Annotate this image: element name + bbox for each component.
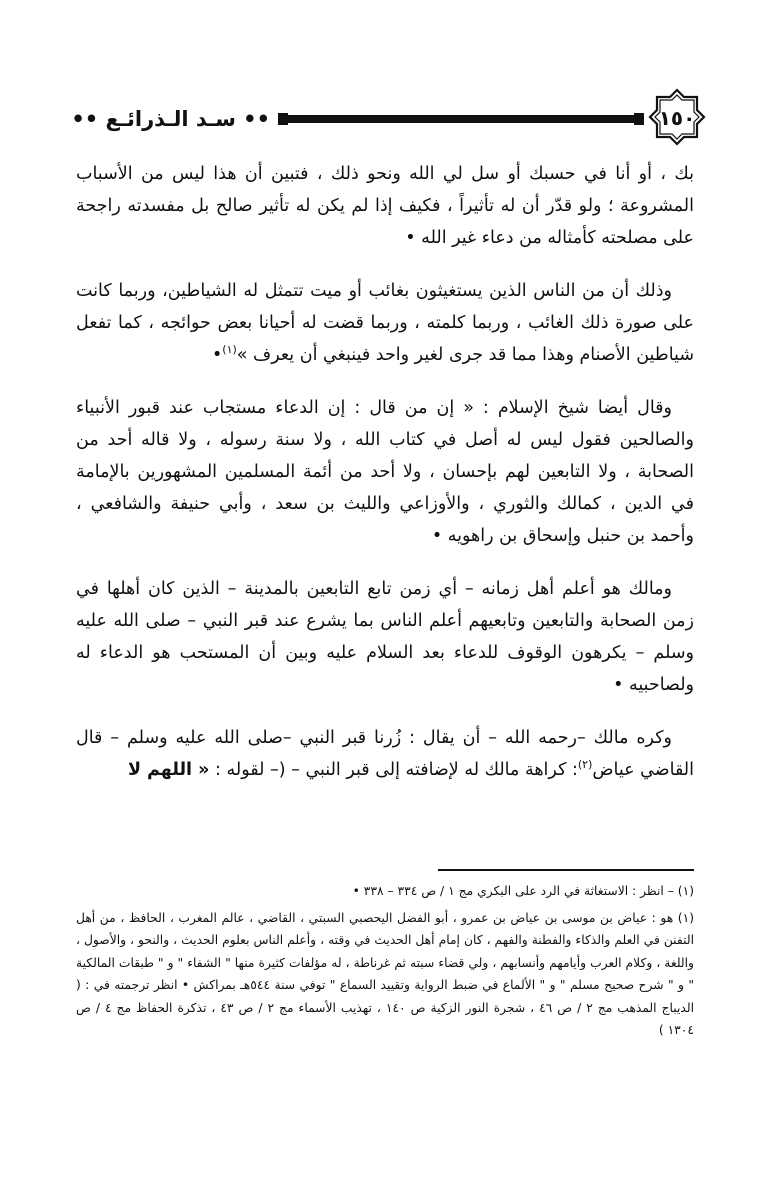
paragraph-3: وقال أيضا شيخ الإسلام : « إن من قال : إن الدعاء مستجاب عند قبور الأنبياء والصالحين فقول ليس له أصل في كتاب الله ، ولا سنة رسوله ، ولا قاله أحد من الصحابة ، ولا التابعين لهم بإحسان ، ولا أحد من أئمة المسلمين المشهورين بالإمامة في الدين ، كمالك والثوري ، والأوزاعي والليث بن سعد ، وأبي حنيفة والشافعي ، وأحمد بن حنبل وإسحاق بن راهويه • — [76, 398, 694, 546]
footnote-2: (١) هو : عياض بن موسى بن عياض بن عمرو ، أبو الفضل اليحصبي السبتي ، القاضي ، عالم المغرب ، الحافظ ، من أهل التفنن في العلم والذكاء والفطنة والفهم ، كان إمام أهل الحديث في وقته ، وأعلم الناس بعلوم الحديث ، والنحو ، والأصول ، واللغة ، وكلام العرب وأيامهم وأنسابهم ، ولي قضاء سبته ثم غرناطة ، له مؤلفات كثيرة منها " الشفاء " و " طبقات المالكية " و " شرح صحيح مسلم " و " الألماع في ضبط الرواية وتقييد السماع " توفي سنة ٥٤٤هـ بمراكش • انظر ترجمته في : ( الديباج المذهب مج ٢ / ص ٤٦ ، شجرة النور الزكية ص ١٤٠ ، تهذيب الأسماء مج ٢ / ص ٤٣ ، تذكرة الحفاظ مج ٤ / ص ١٣٠٤ ) — [76, 910, 695, 1037]
paragraph-2-text: وذلك أن من الناس الذين يستغيثون بغائب أو ميت تتمثل له الشياطين، وربما كانت على صورة ذلك الغائب ، وربما كلمته ، وربما قضت له أحيانا بعض حوائجه ، كما تفعل شياطين الأصنام وهذا مما قد جرى لغير واحد فينبغي أن يعرف » — [76, 281, 694, 365]
footnotes — [76, 880, 694, 1046]
paragraph-1: بك ، أو أنا في حسبك أو سل لي الله ونحو ذلك ، فتبين أن هذا ليس من الأسباب المشروعة ؛ ولو قدّر أن له تأثيراً ، فكيف إذا لم يكن له تأثير صالح بل مفسدته راجحة على مصلحته كأمثاله من دعاء غير الله • — [76, 164, 694, 248]
paragraph-5 — [76, 722, 694, 786]
footnote-separator — [438, 869, 694, 871]
page-number-badge — [648, 88, 706, 146]
paragraph-2 — [76, 275, 694, 371]
body-text — [76, 158, 694, 807]
footnote-ref-1: (١) — [222, 343, 237, 357]
page-header — [71, 88, 696, 146]
header-rule — [278, 115, 644, 123]
paragraph-5-text: وكره مالك –رحمه الله – أن يقال : زُرنا قبر النبي –صلى الله عليه وسلم – قال القاضي عياض — [76, 728, 694, 780]
page-number: ١٥٠ — [658, 106, 696, 130]
paragraph-2-end: • — [211, 345, 223, 365]
header-rule-cap-left — [278, 113, 288, 125]
footnote-ref-2: (٢) — [577, 758, 593, 772]
running-title: •• سـد الـذرائـع •• — [71, 107, 270, 131]
paragraph-4: ومالك هو أعلم أهل زمانه – أي زمن تابع التابعين بالمدينة – الذين كان أهلها في زمن الصحابة والتابعين وتابعيهم أعلم الناس بما يشرع عند قبر النبي – صلى الله عليه وسلم – يكرهون الوقوف للدعاء بعد السلام عليه وبين أن المستحب هو الدعاء له ولصاحبيه • — [76, 579, 694, 695]
footnote-1: (١) – انظر : الاستغاثة في الرد على البكري مج ١ / ص ٣٣٤ – ٣٣٨ • — [352, 884, 694, 898]
paragraph-5-continuation: : كراهة مالك له لإضافته إلى قبر النبي – (– لقوله : — [215, 760, 578, 780]
quote-start: « اللهم لا — [127, 760, 210, 780]
header-rule-cap-right — [634, 113, 644, 125]
